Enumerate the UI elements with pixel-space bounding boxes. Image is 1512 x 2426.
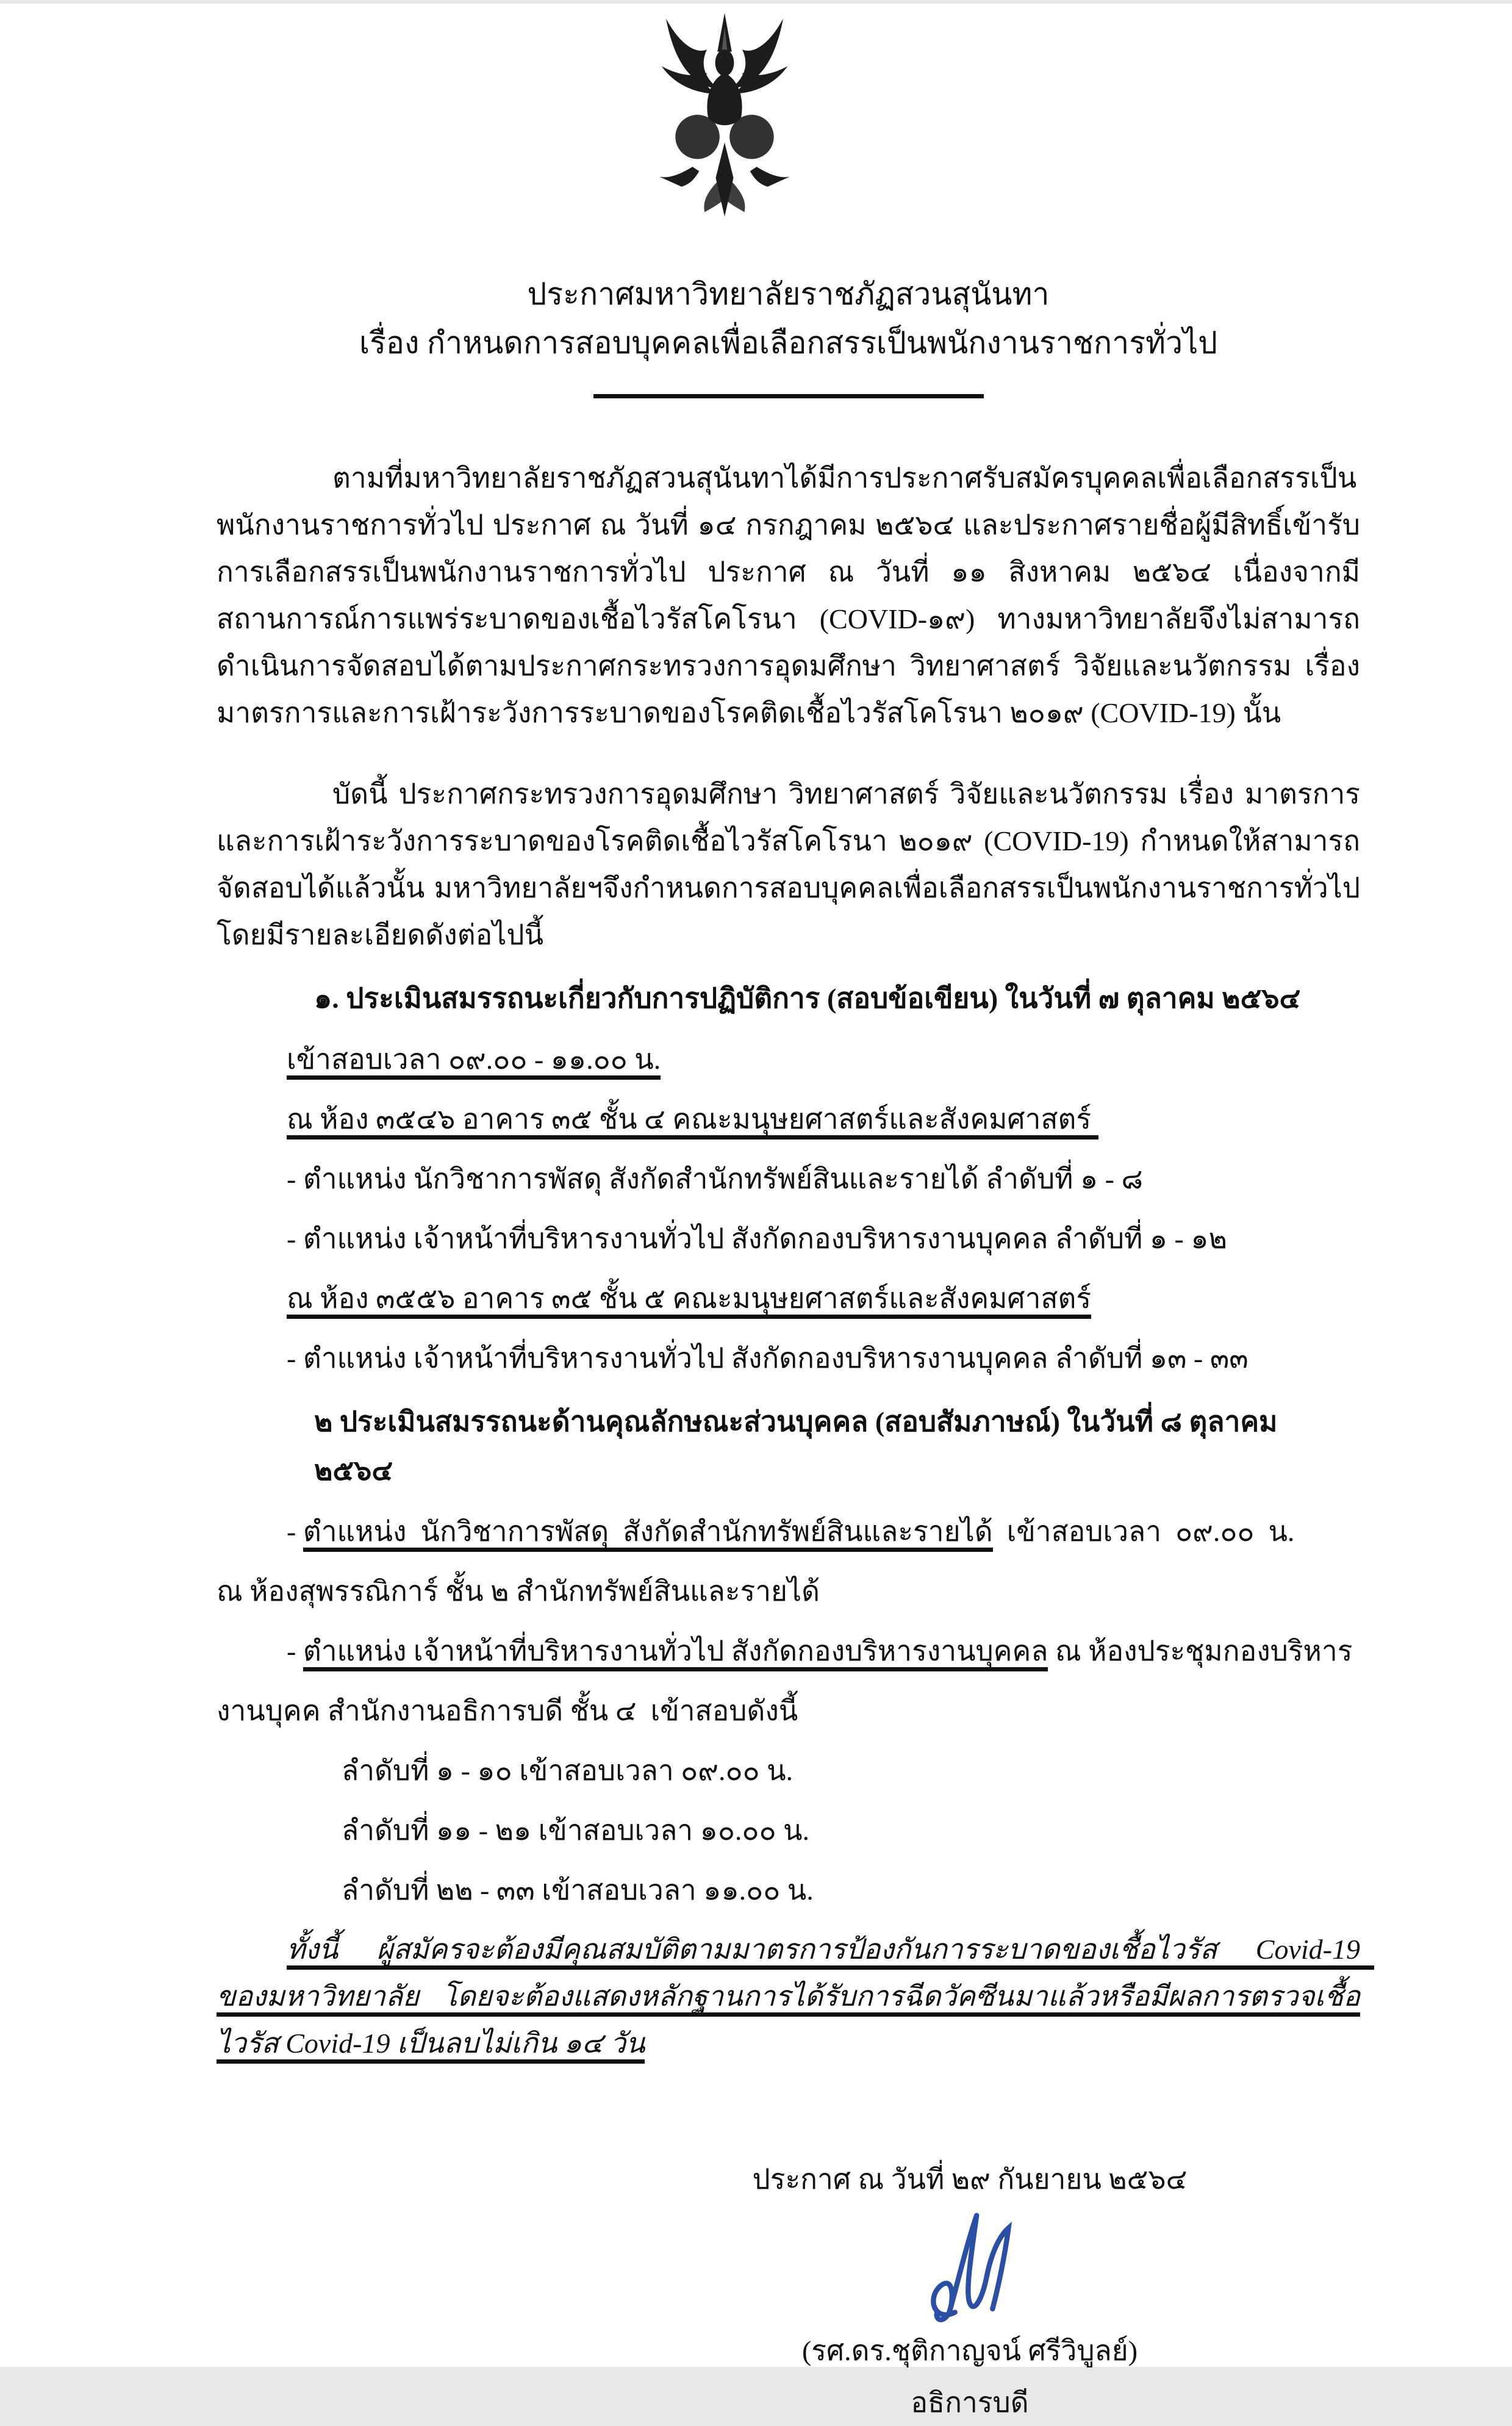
signer-title: อธิการบดี: [911, 2387, 1029, 2418]
document-line: [287, 1508, 1360, 1555]
document-line: [217, 1568, 1360, 1615]
document-line: [287, 1036, 1360, 1083]
document-line: [287, 1096, 1360, 1143]
title-divider-rule: [593, 394, 984, 398]
document-title: ประกาศมหาวิทยาลัยราชภัฏสวนสุนันทา: [527, 277, 1050, 311]
underlined-text: ตำแหน่ง นักวิชาการพัสดุ สังกัดสำนักทรัพย์สินและรายได้: [303, 1516, 993, 1552]
text-run: ตามที่มหาวิทยาลัยราชภัฏสวนสุนันทาได้มีการประกาศรับสมัครบุคคลเพื่อเลือกสรรเป็นพนักงานราชการทั่วไป ประกาศ ณ วันที่ ๑๔ กรกฎาคม ๒๕๖๔ และประกาศรายชื่อผู้มีสิทธิ์เข้ารับการเลือกสรรเป็นพนักงานราชการทั่วไป ประกาศ ณ วันที่ ๑๑ สิงหาคม ๒๕๖๔ เนื่องจากมีสถานการณ์การแพร่ระบาดของเชื้อไวรัสโคโรนา (COVID-๑๙) ทางมหาวิทยาลัยจึงไม่สามารถดำเนินการจัดสอบได้ตามประกาศกระทรวงการอุดมศึกษา วิทยาศาสตร์ วิจัยและนวัตกรรม เรื่อง มาตรการและการเฝ้าระวังการระบาดของโรคติดเชื้อไวรัสโคโรนา ๒๐๑๙ (COVID-19) นั้น: [217, 462, 1367, 728]
document-line: [217, 770, 1367, 958]
document-line: [217, 1926, 1374, 2067]
document-line: [287, 1215, 1360, 1262]
underlined-text: เข้าสอบเวลา ๐๙.๐๐ - ๑๑.๐๐ น.: [287, 1044, 661, 1080]
text-run: งานบุคค สำนักงานอธิการบดี ชั้น ๔ เข้าสอบดังนี้: [217, 1695, 798, 1726]
text-run: ลำดับที่ ๑ - ๑๐ เข้าสอบเวลา ๐๙.๐๐ น.: [342, 1755, 794, 1786]
document-content: [0, 270, 1512, 2426]
underlined-text: ณ ห้อง ๓๕๔๖ อาคาร ๓๕ ชั้น ๔ คณะมนุษยศาสตร์และสังคมศาสตร์: [287, 1104, 1098, 1139]
underlined-text: ณ ห้อง ๓๕๕๖ อาคาร ๓๕ ชั้น ๕ คณะมนุษยศาสตร์และสังคมศาสตร์: [287, 1283, 1091, 1319]
document-subject: เรื่อง กำหนดการสอบบุคคลเพื่อเลือกสรรเป็นพนักงานราชการทั่วไป: [359, 326, 1218, 360]
document-line: [217, 1687, 1360, 1734]
text-run: - ตำแหน่ง นักวิชาการพัสดุ สังกัดสำนักทรัพย์สินและรายได้ ลำดับที่ ๑ - ๘: [287, 1163, 1143, 1194]
document-line: [287, 1155, 1360, 1202]
announcement-date: ประกาศ ณ วันที่ ๒๙ กันยายน ๒๕๖๔: [752, 2164, 1188, 2195]
document-line: [342, 1867, 1360, 1914]
text-run: -: [287, 1516, 303, 1547]
text-run: - ตำแหน่ง เจ้าหน้าที่บริหารงานทั่วไป สังกัดกองบริหารงานบุคคล ลำดับที่ ๑ - ๑๒: [287, 1223, 1227, 1254]
document-line: [314, 974, 1360, 1023]
text-run: เข้าสอบเวลา ๐๙.๐๐ น.: [992, 1516, 1295, 1547]
text-run: -: [287, 1635, 303, 1667]
garuda-emblem-icon: [642, 4, 808, 239]
document-line: [287, 1628, 1360, 1674]
text-run: บัดนี้ ประกาศกระทรวงการอุดมศึกษา วิทยาศาสตร์ วิจัยและนวัตกรรม เรื่อง มาตรการและการเฝ้าระวังการระบาดของโรคติดเชื้อไวรัสโคโรนา ๒๐๑๙ (COVID-19) กำหนดให้สามารถจัดสอบได้แล้วนั้น มหาวิทยาลัยฯจึงกำหนดการสอบบุคคลเพื่อเลือกสรรเป็นพนักงานราชการทั่วไป โดยมีรายละเอียดดังต่อไปนี้: [217, 778, 1367, 950]
text-run: ณ ห้องสุพรรณิการ์ ชั้น ๒ สำนักทรัพย์สินและรายได้: [217, 1576, 820, 1607]
underlined-text: ตำแหน่ง เจ้าหน้าที่บริหารงานทั่วไป สังกัดกองบริหารงานบุคคล: [303, 1635, 1048, 1671]
document-line: [287, 1275, 1360, 1322]
text-run: ลำดับที่ ๒๒ - ๓๓ เข้าสอบเวลา ๑๑.๐๐ น.: [342, 1875, 814, 1906]
handwritten-signature-icon: [720, 2206, 1220, 2326]
text-run: ๑. ประเมินสมรรถนะเกี่ยวกับการปฏิบัติการ (สอบข้อเขียน) ในวันที่ ๗ ตุลาคม ๒๕๖๔: [314, 983, 1301, 1014]
sign-off-block: [720, 2156, 1220, 2426]
signer-name: (รศ.ดร.ชุติกาญจน์ ศรีวิบูลย์): [801, 2335, 1138, 2366]
document-line: [217, 454, 1367, 736]
document-page: [0, 4, 1512, 2418]
underlined-text: ทั้งนี้ ผู้สมัครจะต้องมีคุณสมบัติตามมาตรการป้องกันการระบาดของเชื้อไวรัส Covid-19 ของมหาวิทยาลัย โดยจะต้องแสดงหลักฐานการได้รับการฉีดวัคซีนมาแล้วหรือมีผลการตรวจเชื้อไวรัส Covid-19 เป็นลบไม่เกิน ๑๔ วัน: [217, 1934, 1374, 2064]
text-run: ลำดับที่ ๑๑ - ๒๑ เข้าสอบเวลา ๑๐.๐๐ น.: [342, 1815, 809, 1846]
document-line: [342, 1807, 1360, 1854]
text-run: ณ ห้องประชุมกองบริหาร: [1048, 1635, 1353, 1667]
document-line: [342, 1747, 1360, 1794]
text-run: ๒ ประเมินสมรรถนะด้านคุณลักษณะส่วนบุคคล (สอบสัมภาษณ์) ในวันที่ ๘ ตุลาคม ๒๕๖๔: [314, 1406, 1284, 1486]
document-body: [217, 454, 1374, 2067]
document-line: [314, 1398, 1360, 1495]
document-line: [287, 1335, 1360, 1382]
text-run: - ตำแหน่ง เจ้าหน้าที่บริหารงานทั่วไป สังกัดกองบริหารงานบุคคล ลำดับที่ ๑๓ - ๓๓: [287, 1343, 1249, 1374]
